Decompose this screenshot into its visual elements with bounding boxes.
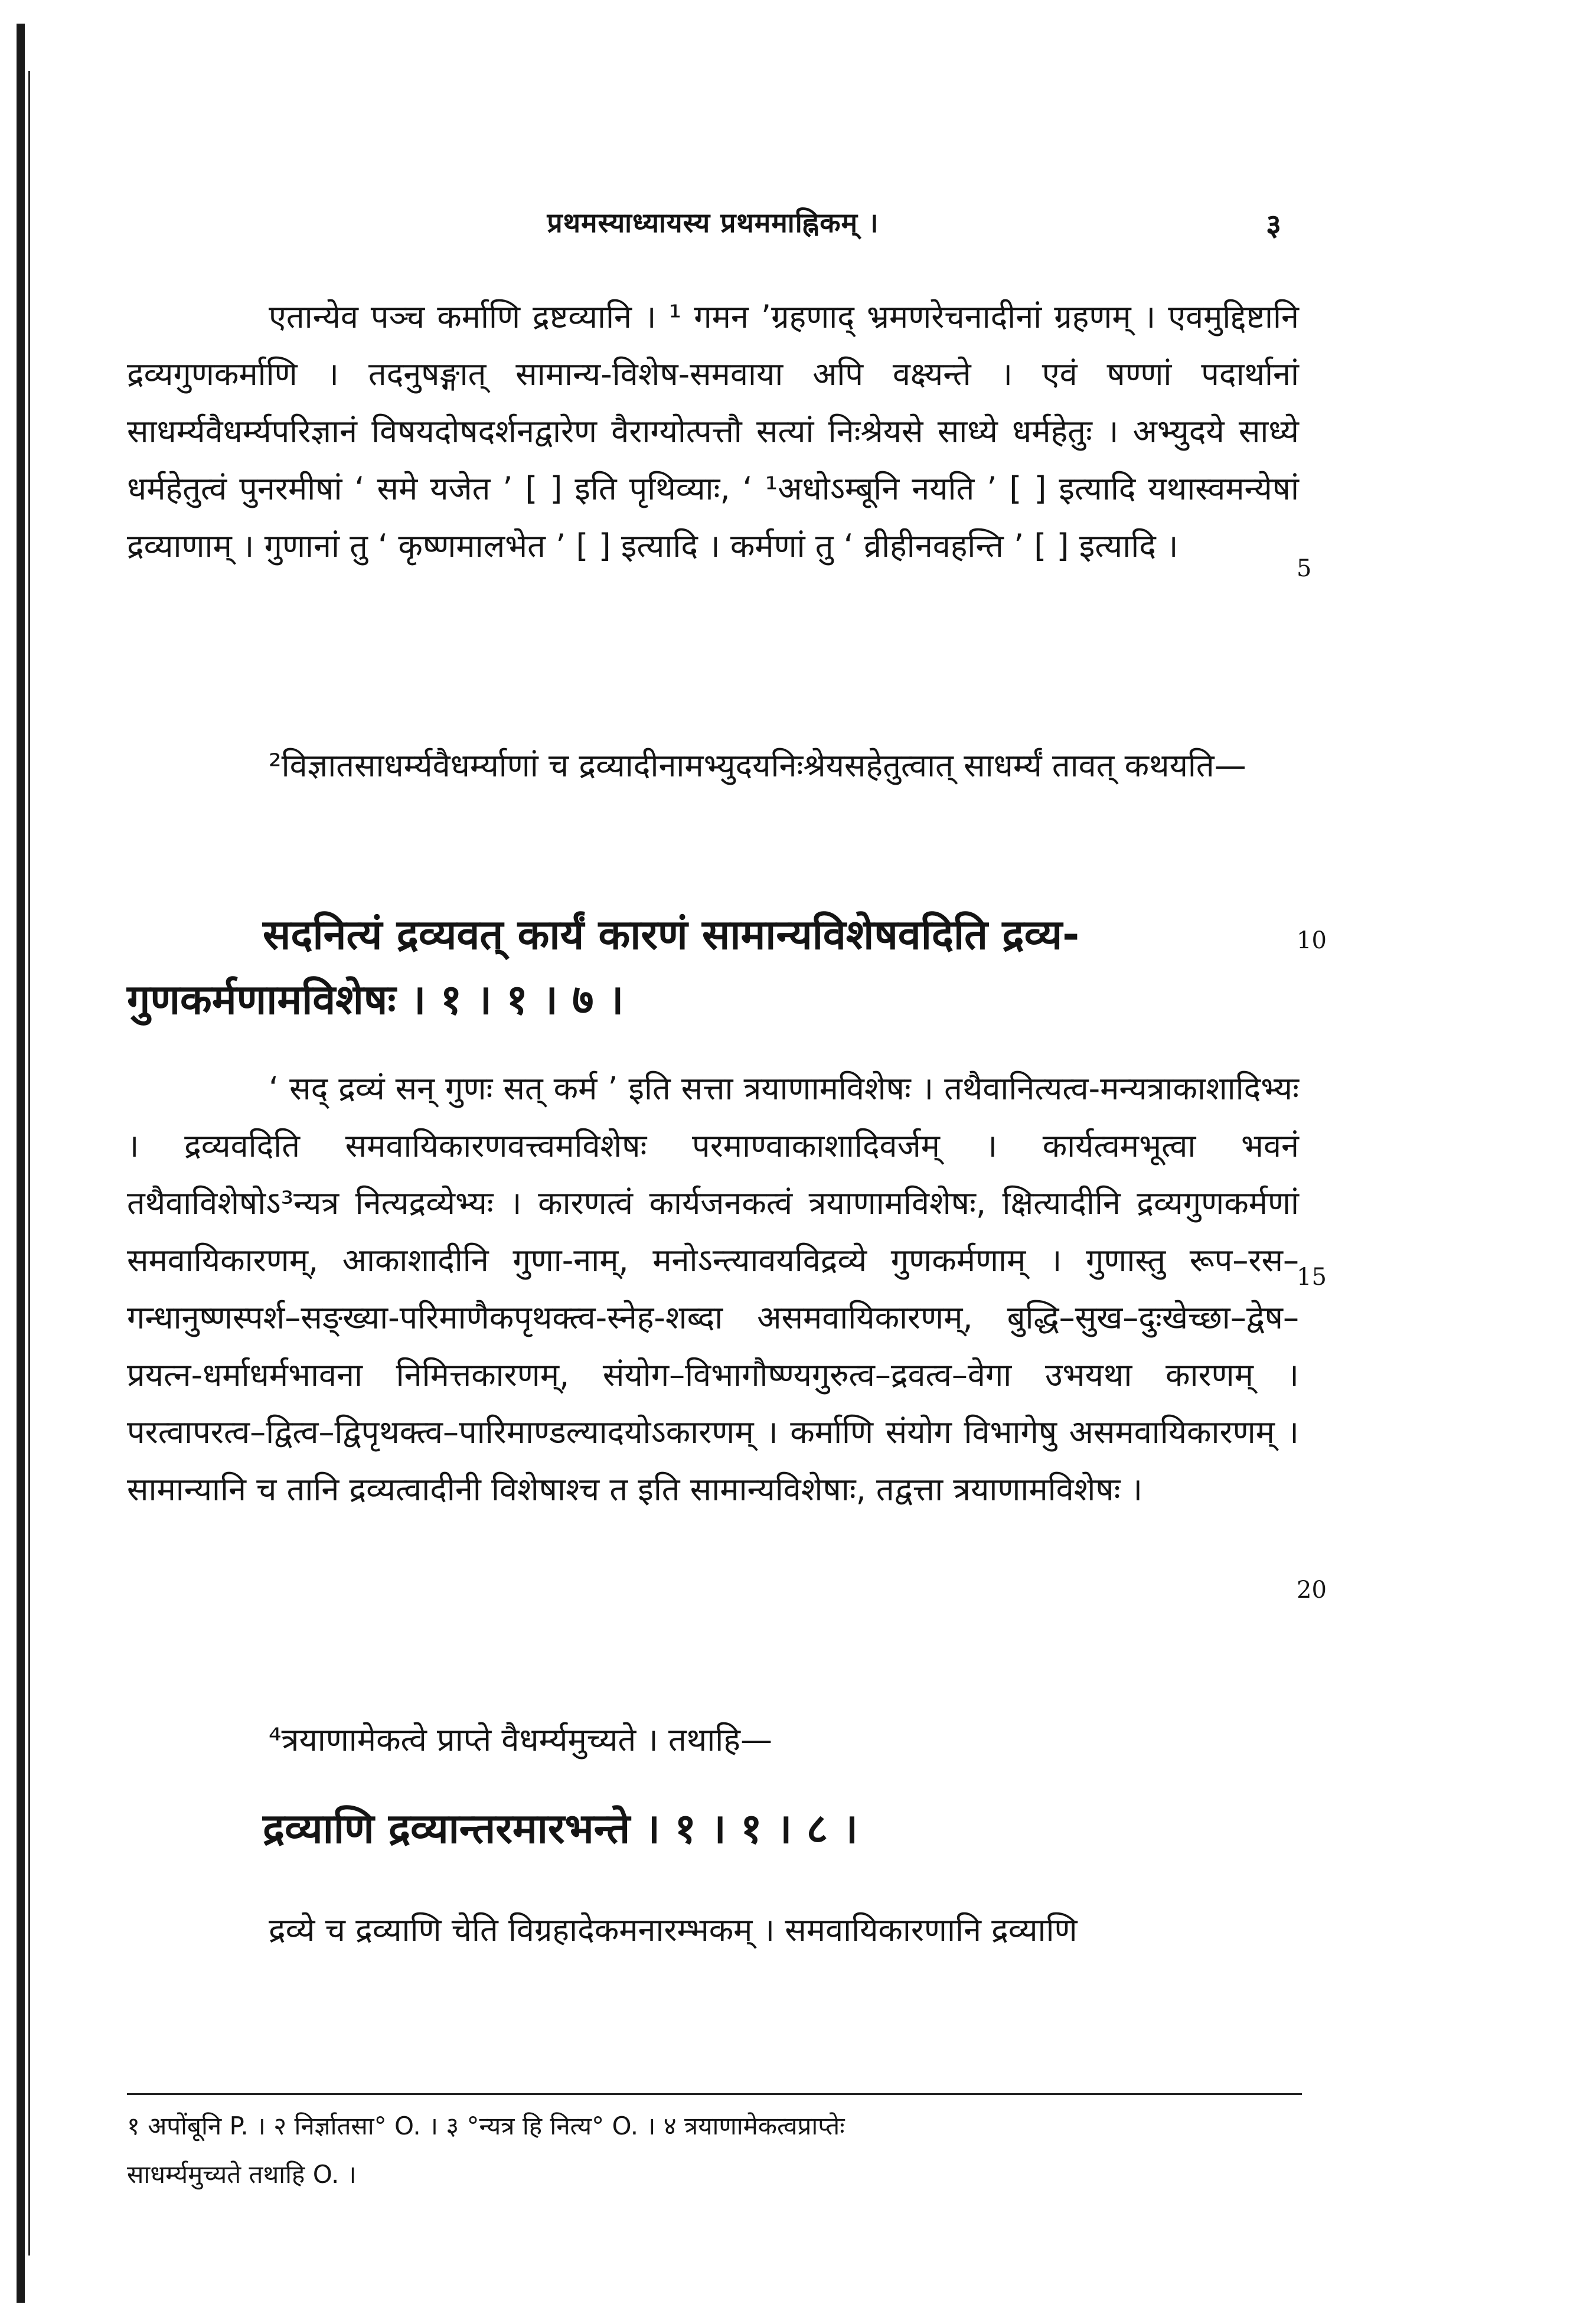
closing-line-block [127,1901,1299,1959]
paragraph-transition: ²विज्ञातसाधर्म्यवैधर्म्याणां च द्रव्यादीनामभ्युदयनिःश्रेयसहेतुत्वात् साधर्म्यं तावत् कथयति— [269,747,1246,784]
commentary-paragraph: ‘ सद् द्रव्यं सन् गुणः सत् कर्म ’ इति सत्ता त्रयाणामविशेषः । तथैवानित्यत्व-मन्यत्राकाशादिभ्यः । द्रव्यवदिति समवायिकारणवत्त्वमविशेषः परमाण्वाकाशादिवर्जम् । कार्यत्वमभूत्वा भवनं तथैवाविशेषोऽ³न्यत्र नित्यद्रव्येभ्यः । कारणत्वं कार्यजनकत्वं त्रयाणामविशेषः, क्षित्यादीनि द्रव्यगुणकर्मणां समवायिकारणम्, आकाशादीनि गुणा-नाम्, मनोऽन्त्यावयविद्रव्ये गुणकर्मणाम् । गुणास्तु रूप–रस–गन्धानुष्णस्पर्श–सङ्ख्या-परिमाणैकपृथक्त्व-स्नेह-शब्दा असमवायिकारणम्, बुद्धि–सुख–दुःखेच्छा–द्वेष–प्रयत्न-धर्माधर्मभावना निमित्तकारणम्, संयोग–विभागौष्ण्यगुरुत्व–द्रवत्व–वेगा उभयथा कारणम् । परत्वापरत्व–द्वित्व–द्विपृथक्त्व–पारिमाण्डल्यादयोऽकारणम् । कर्माणि संयोग विभागेषु असमवायिकारणम् । सामान्यानि च तानि द्रव्यत्वादीनी विशेषाश्च त इति सामान्यविशेषाः, तद्वत्ता त्रयाणामविशेषः । [127,1070,1299,1508]
closing-line: द्रव्ये च द्रव्याणि चेति विग्रहादेकमनारम्भकम् । समवायिकारणानि द्रव्याणि [269,1911,1078,1948]
line-number-5: 5 [1297,555,1312,582]
footnote-line-2: साधर्म्यमुच्यते तथाहि O. । [127,2160,357,2189]
binding-shadow [28,71,30,2256]
running-head [127,204,1299,251]
running-title: प्रथमस्याध्यायस्य प्रथममाह्निकम् । [547,207,879,239]
vaidharmya-intro: ⁴त्रयाणामेकत्वे प्राप्ते वैधर्म्यमुच्यते । तथाहि— [269,1721,772,1758]
line-number-15: 15 [1297,1264,1327,1291]
page-number: ३ [1266,208,1281,242]
vaidharmya-intro-block [127,1711,1299,1768]
sutra-8: द्रव्याणि द्रव्यान्तरमारभन्ते । १ । १ । ८ । [263,1804,858,1853]
line-number-10: 10 [1297,927,1327,954]
paragraph-transition-block [127,737,1299,794]
sutra-7-block [127,902,1299,1032]
paragraph-intro: एतान्येव पञ्च कर्माणि द्रष्टव्यानि । ¹ गमन ’ग्रहणाद् भ्रमणरेचनादीनां ग्रहणम् । एवमुद्दिष्टानि द्रव्यगुणकर्माणि । तदनुषङ्गात् सामान्य-विशेष-समवाया अपि वक्ष्यन्ते । एवं षण्णां पदार्थानां साधर्म्यवैधर्म्यपरिज्ञानं विषयदोषदर्शनद्वारेण वैराग्योत्पत्तौ सत्यां निःश्रेयसे साध्ये धर्महेतुः । अभ्युदये साध्ये धर्महेतुत्वं पुनरमीषां ‘ समे यजेत ’ [ ] इति पृथिव्याः, ‘ ¹अधोऽम्बूनि नयति ’ [ ] इत्यादि यथास्वमन्येषां द्रव्याणाम् । गुणानां तु ‘ कृष्णमालभेत ’ [ ] इत्यादि । कर्मणां तु ‘ व्रीहीनवहन्ति ’ [ ] इत्यादि । [127,298,1299,564]
sutra-7: सदनित्यं द्रव्यवत् कार्यं कारणं सामान्यविशेषवदिति द्रव्य-गुणकर्मणामविशेषः । १ । १ । ७ । [127,910,1080,1024]
footnote-line-1: १ अपोंबूनि P. । २ निर्ज्ञातसा° O. । ३ °न्यत्र हि नित्य° O. । ४ त्रयाणामेकत्वप्राप्तेः [127,2111,845,2140]
sutra-8-block [127,1796,1299,1861]
commentary-block [127,1060,1299,1518]
footnote-rule [127,2093,1302,2095]
binding-edge [17,24,25,2303]
line-number-20: 20 [1297,1576,1327,1604]
paragraph-intro-block [127,288,1299,575]
footnotes [127,2102,1299,2199]
